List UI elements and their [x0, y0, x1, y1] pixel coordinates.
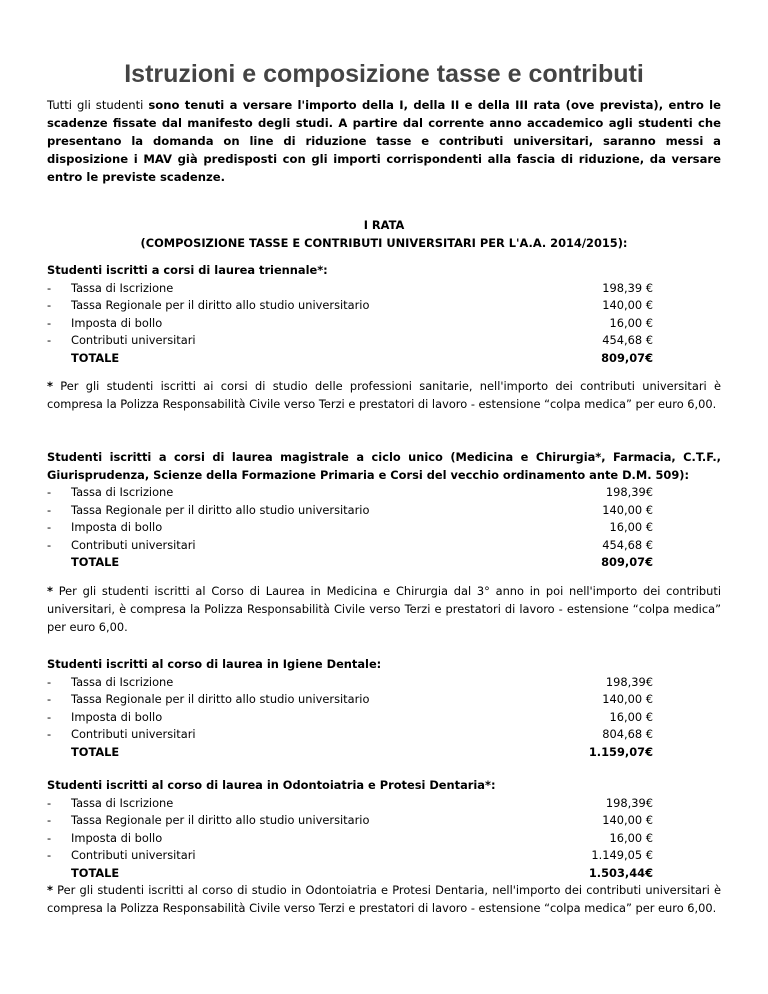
row-value: 16,00 €	[609, 520, 653, 534]
row-label: Imposta di bollo	[71, 709, 163, 724]
row-value: 16,00 €	[609, 315, 653, 330]
total-value: 809,07€	[601, 555, 653, 569]
section-title: Studenti iscritti al corso di laurea in Odontoiatria e Protesi Dentaria*:	[47, 778, 496, 792]
fee-row	[47, 297, 721, 315]
fee-row	[47, 795, 721, 813]
row-label: Contributi universitari	[71, 848, 196, 862]
row-dash: -	[47, 502, 52, 517]
section-title: Studenti iscritti a corsi di laurea magistrale a ciclo unico (Medicina e Chirurgia*, Farmacia, C.T.F., Giurisprudenza, Scienze della Formazione Primaria e Corsi del vecchio ordinamento ante D.M. 509):	[47, 450, 721, 482]
row-label: Tassa Regionale per il diritto allo studio universitario	[71, 813, 370, 827]
fee-row	[47, 537, 721, 555]
fee-row	[47, 726, 721, 744]
row-dash: -	[47, 830, 52, 845]
total-row	[47, 744, 721, 762]
fee-row	[47, 280, 721, 298]
note-medicina-chirurgia	[47, 582, 721, 636]
row-value: 198,39€	[605, 795, 653, 810]
fee-row	[47, 332, 721, 350]
total-value: 1.503,44€	[588, 865, 653, 880]
intro-paragraph	[47, 96, 721, 186]
total-row	[47, 865, 721, 883]
fee-row	[47, 812, 721, 830]
fee-row	[47, 847, 721, 865]
row-value: 198,39€	[605, 485, 653, 499]
row-value: 140,00 €	[602, 692, 653, 706]
note-text: Per gli studenti iscritti al Corso di Laurea in Medicina e Chirurgia dal 3° anno in poi nell'importo dei contributi universitari, è compresa la Polizza Responsabilità Civile verso Terzi e prestatori di lavoro - estensione “colpa medica” per euro 6,00.	[47, 584, 721, 634]
row-dash: -	[47, 537, 52, 552]
fee-row	[47, 691, 721, 709]
note-star: *	[47, 379, 53, 393]
row-label: Contributi universitari	[71, 537, 196, 552]
row-dash: -	[47, 709, 52, 724]
rata-heading-line1: I RATA	[363, 218, 405, 232]
note-odontoiatria	[47, 881, 721, 917]
fee-row	[47, 484, 721, 502]
intro-bold-text: sono tenuti a versare l'importo della I, della II e della III rata (ove prevista), entro le scadenze fissate dal manifesto degli studi. A partire dal corrente anno accademico agli studenti che presentano la domanda on line di riduzione tasse e contributi universitari, saranno messi a disposizione i MAV già predisposti con gli importi corrispondenti alla fascia di riduzione, da versare entro le previste scadenze.	[47, 98, 721, 184]
fee-row	[47, 674, 721, 692]
row-dash: -	[47, 813, 52, 827]
row-label: Tassa di Iscrizione	[71, 674, 174, 689]
row-dash: -	[47, 848, 52, 862]
note-text: Per gli studenti iscritti ai corsi di studio delle professioni sanitarie, nell'importo dei contributi universitari è compresa la Polizza Responsabilità Civile verso Terzi e prestatori di lavoro - estensione “colpa medica” per euro 6,00.	[47, 379, 721, 411]
page-title: Istruzioni e composizione tasse e contributi	[124, 60, 644, 88]
row-label: Tassa di Iscrizione	[71, 280, 174, 295]
row-value: 140,00 €	[602, 298, 653, 312]
total-label: TOTALE	[71, 555, 120, 569]
section-igiene-dentale	[47, 656, 721, 761]
total-row	[47, 554, 721, 572]
fee-row	[47, 519, 721, 537]
row-label: Tassa Regionale per il diritto allo studio universitario	[71, 502, 370, 517]
row-dash: -	[47, 795, 52, 810]
row-value: 140,00 €	[602, 502, 653, 517]
row-dash: -	[47, 298, 52, 312]
note-text: Per gli studenti iscritti al corso di studio in Odontoiatria e Protesi Dentaria, nell'importo dei contributi universitari è compresa la Polizza Responsabilità Civile verso Terzi e prestatori di lavoro - estensione “colpa medica” per euro 6,00.	[47, 883, 721, 915]
section-triennale	[47, 262, 721, 367]
row-value: 198,39€	[605, 674, 653, 689]
total-row	[47, 350, 721, 368]
row-label: Tassa di Iscrizione	[71, 795, 174, 810]
row-dash: -	[47, 280, 52, 295]
row-value: 140,00 €	[602, 813, 653, 827]
row-value: 1.149,05 €	[591, 848, 653, 862]
total-label: TOTALE	[71, 744, 120, 759]
total-value: 1.159,07€	[588, 744, 653, 759]
intro-prefix: Tutti gli studenti	[47, 98, 149, 112]
fee-row	[47, 709, 721, 727]
row-value: 16,00 €	[609, 709, 653, 724]
row-dash: -	[47, 727, 52, 741]
section-title: Studenti iscritti al corso di laurea in Igiene Dentale:	[47, 657, 382, 671]
note-star: *	[47, 584, 53, 598]
row-value: 804,68 €	[602, 727, 653, 741]
fee-row	[47, 502, 721, 520]
row-dash: -	[47, 315, 52, 330]
row-label: Contributi universitari	[71, 727, 196, 741]
note-professioni-sanitarie	[47, 377, 721, 413]
section-title: Studenti iscritti a corsi di laurea triennale*:	[47, 263, 328, 277]
fee-row	[47, 830, 721, 848]
row-label: Contributi universitari	[71, 333, 196, 347]
row-dash: -	[47, 692, 52, 706]
row-value: 198,39 €	[602, 280, 653, 295]
row-label: Tassa di Iscrizione	[71, 485, 174, 499]
note-star: *	[47, 883, 53, 897]
row-label: Imposta di bollo	[71, 830, 163, 845]
row-value: 454,68 €	[602, 537, 653, 552]
row-dash: -	[47, 520, 52, 534]
rata-heading-line2: (COMPOSIZIONE TASSE E CONTRIBUTI UNIVERSITARI PER L'A.A. 2014/2015):	[140, 236, 628, 250]
row-value: 454,68 €	[602, 333, 653, 347]
row-label: Imposta di bollo	[71, 520, 163, 534]
row-dash: -	[47, 333, 52, 347]
row-label: Tassa Regionale per il diritto allo studio universitario	[71, 692, 370, 706]
section-magistrale-ciclo-unico	[47, 449, 721, 572]
total-label: TOTALE	[71, 865, 120, 880]
row-dash: -	[47, 485, 52, 499]
fee-row	[47, 315, 721, 333]
total-label: TOTALE	[71, 350, 120, 365]
row-label: Tassa Regionale per il diritto allo studio universitario	[71, 298, 370, 312]
row-dash: -	[47, 674, 52, 689]
row-label: Imposta di bollo	[71, 315, 163, 330]
total-value: 809,07€	[601, 350, 653, 365]
row-value: 16,00 €	[609, 830, 653, 845]
section-odontoiatria	[47, 777, 721, 882]
